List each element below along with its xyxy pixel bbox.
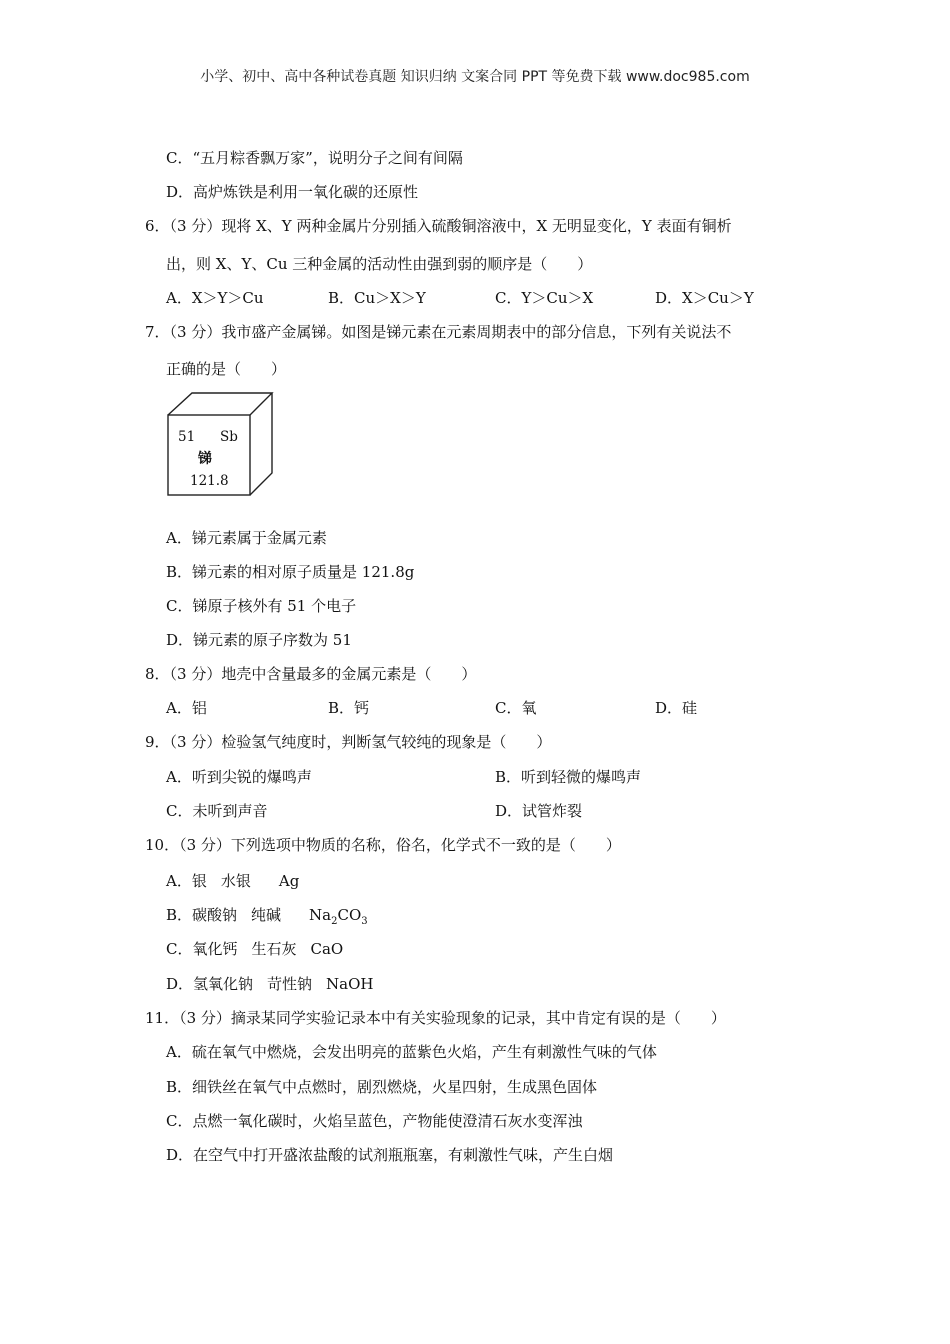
- q6-stem-line1: 6．（3 分）现将 X、Y 两种金属片分别插入硫酸铜溶液中，X 无明显变化，Y 表面有铜析: [145, 217, 732, 235]
- q10-c-formula: CaO: [310, 940, 344, 958]
- prev-option-c: C．“五月粽香飘万家”，说明分子之间有间隔: [166, 149, 463, 167]
- page-header: 小学、初中、高中各种试卷真题 知识归纳 文案合同 PPT 等免费下载 www.doc985.com: [200, 69, 750, 85]
- q6-option-a: A．X＞Y＞Cu: [166, 289, 264, 307]
- q8-stem: 8．（3 分）地壳中含量最多的金属元素是（ ）: [145, 665, 477, 683]
- q6-option-d: D．X＞Cu＞Y: [655, 289, 754, 307]
- q11-option-d: D．在空气中打开盛浓盐酸的试剂瓶瓶塞，有刺激性气味，产生白烟: [166, 1146, 614, 1164]
- q10-option-d: [166, 974, 374, 994]
- q9-option-a: A．听到尖锐的爆鸣声: [166, 768, 312, 786]
- q10-d-formula: NaOH: [326, 975, 374, 993]
- q6-stem-line2: 出，则 X、Y、Cu 三种金属的活动性由强到弱的顺序是（ ）: [166, 255, 593, 273]
- q7-option-a: A．锑元素属于金属元素: [166, 529, 327, 547]
- q10-c-common: 生石灰: [251, 940, 297, 958]
- q6-option-c: C．Y＞Cu＞X: [495, 289, 594, 307]
- q10-b-formula-sub2: 3: [361, 916, 368, 927]
- q10-option-c: [166, 939, 343, 959]
- q10-a-label: A．银: [166, 872, 207, 890]
- q7-option-c: C．锑原子核外有 51 个电子: [166, 597, 357, 615]
- q11-option-a: A．硫在氧气中燃烧，会发出明亮的蓝紫色火焰，产生有刺激性气味的气体: [166, 1043, 657, 1061]
- q10-d-label: D．氢氧化钠: [166, 975, 254, 993]
- element-cube-figure: [164, 391, 276, 499]
- q10-b-formula: [309, 906, 368, 927]
- q9-option-b: B．听到轻微的爆鸣声: [495, 768, 642, 786]
- q10-d-common: 苛性钠: [267, 975, 313, 993]
- q10-stem: 10．（3 分）下列选项中物质的名称，俗名，化学式不一致的是（ ）: [145, 836, 621, 854]
- element-atomic-mass: 121.8: [190, 473, 229, 489]
- q7-option-d: D．锑元素的原子序数为 51: [166, 631, 352, 649]
- prev-option-d: D．高炉炼铁是利用一氧化碳的还原性: [166, 183, 419, 201]
- q9-option-d: D．试管炸裂: [495, 802, 583, 820]
- q8-option-c: C．氧: [495, 699, 537, 717]
- q8-option-b: B．钙: [328, 699, 370, 717]
- q10-option-b: [166, 905, 368, 932]
- q10-b-label: B．碳酸钠: [166, 906, 238, 924]
- q10-b-formula-sub1: 2: [331, 916, 338, 927]
- q9-stem: 9．（3 分）检验氢气纯度时，判断氢气较纯的现象是（ ）: [145, 733, 552, 751]
- element-name: 锑: [198, 451, 212, 467]
- q10-c-label: C．氧化钙: [166, 940, 238, 958]
- q7-stem-line1: 7．（3 分）我市盛产金属锑。如图是锑元素在元素周期表中的部分信息，下列有关说法不: [145, 323, 732, 341]
- element-atomic-number: 51: [178, 429, 196, 445]
- q8-option-d: D．硅: [655, 699, 698, 717]
- q11-option-c: C．点燃一氧化碳时，火焰呈蓝色，产物能使澄清石灰水变浑浊: [166, 1112, 583, 1130]
- q10-b-formula-part2: CO: [337, 906, 362, 924]
- q7-stem-line2: 正确的是（ ）: [166, 360, 287, 378]
- q9-option-c: C．未听到声音: [166, 802, 268, 820]
- element-symbol: Sb: [220, 429, 238, 445]
- q10-b-common: 纯碱: [251, 906, 282, 924]
- q10-b-formula-part1: Na: [309, 906, 332, 924]
- q11-stem: 11．（3 分）摘录某同学实验记录本中有关实验现象的记录，其中肯定有误的是（ ）: [145, 1009, 726, 1027]
- cube-top-face: [168, 393, 272, 415]
- cube-side-face: [250, 393, 272, 495]
- q10-option-a: [166, 871, 299, 891]
- q8-option-a: A．铝: [166, 699, 207, 717]
- q10-a-formula: Ag: [278, 872, 300, 890]
- q10-a-common: 水银: [220, 872, 251, 890]
- q7-option-b: B．锑元素的相对原子质量是 121.8g: [166, 563, 415, 581]
- q11-option-b: B．细铁丝在氧气中点燃时，剧烈燃烧，火星四射，生成黑色固体: [166, 1078, 598, 1096]
- q6-option-b: B．Cu＞X＞Y: [328, 289, 426, 307]
